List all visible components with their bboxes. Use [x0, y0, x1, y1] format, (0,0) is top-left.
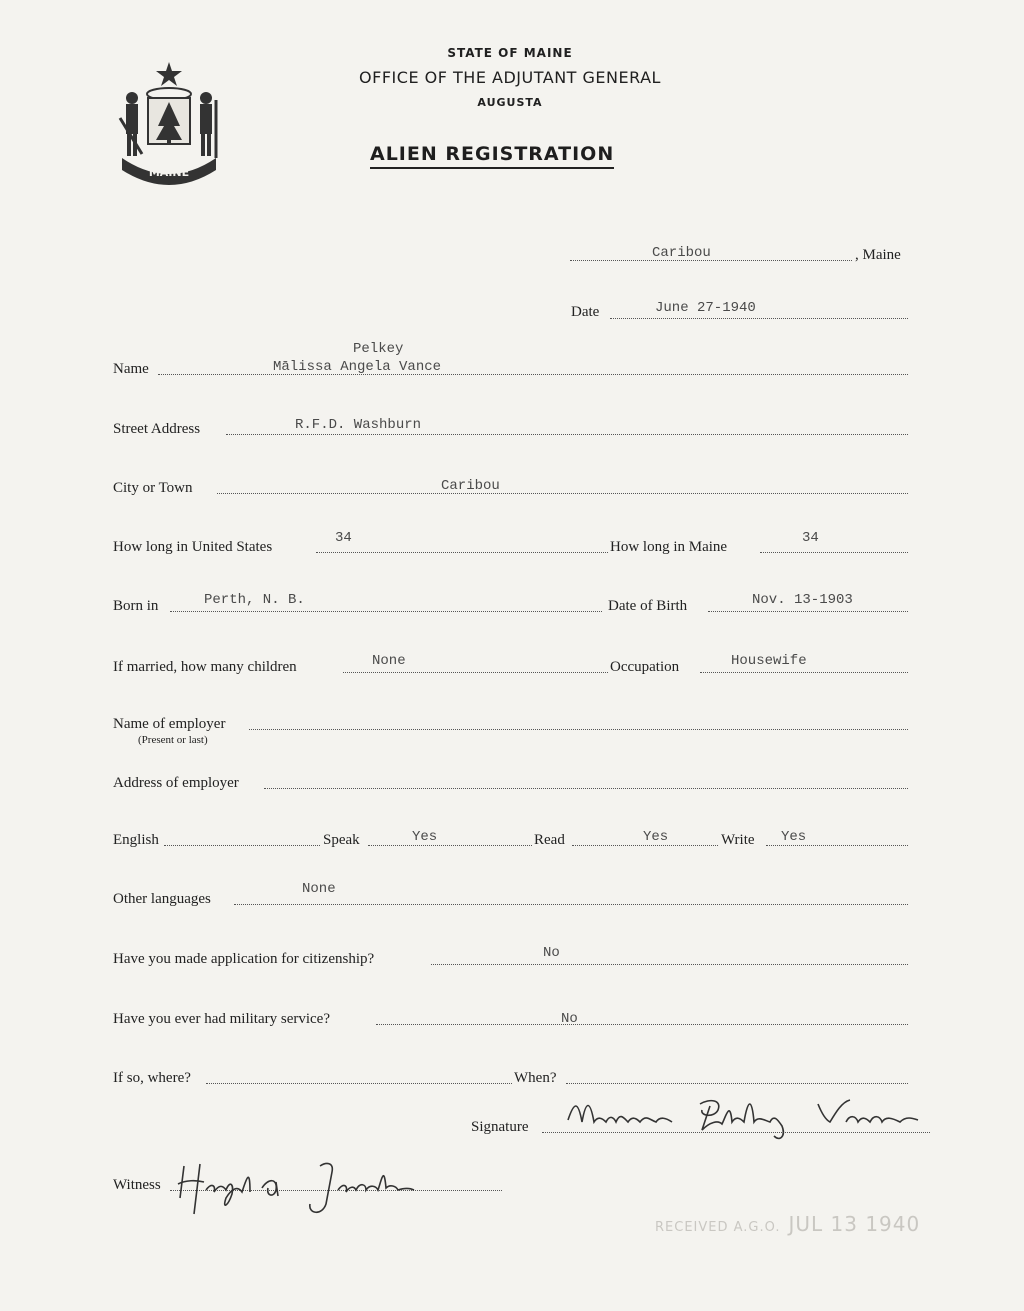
- city-line: [217, 493, 908, 494]
- read-line: [572, 845, 718, 846]
- how-long-us-value[interactable]: 34: [335, 530, 352, 546]
- street-value[interactable]: R.F.D. Washburn: [295, 417, 422, 433]
- employer-line: [249, 729, 908, 730]
- military-value[interactable]: No: [561, 1011, 578, 1027]
- seal-lettering: [112, 58, 226, 186]
- born-in-value[interactable]: Perth, N. B.: [204, 592, 305, 608]
- date-label: Date: [571, 304, 600, 320]
- state-heading: STATE OF MAINE: [447, 46, 573, 60]
- city-label: City or Town: [113, 480, 193, 496]
- how-long-us-line: [316, 552, 608, 553]
- dob-value[interactable]: Nov. 13-1903: [752, 592, 853, 608]
- citizenship-line: [431, 964, 908, 965]
- employer-address-label: Address of employer: [113, 775, 239, 791]
- town-line: [570, 260, 852, 261]
- if-so-where-label: If so, where?: [113, 1070, 191, 1086]
- other-languages-value[interactable]: None: [302, 881, 336, 897]
- children-line: [343, 672, 608, 673]
- signature-handwriting[interactable]: [560, 1092, 935, 1144]
- citizenship-label: Have you made application for citizenship?: [113, 951, 375, 967]
- read-value[interactable]: Yes: [643, 829, 669, 845]
- children-label: If married, how many children: [113, 659, 297, 675]
- name-line: [158, 374, 908, 375]
- dob-line: [708, 611, 908, 612]
- city-value[interactable]: Caribou: [441, 478, 500, 494]
- witness-handwriting[interactable]: [170, 1158, 420, 1220]
- name-addition[interactable]: Pelkey: [353, 341, 404, 357]
- how-long-me-line: [760, 552, 908, 553]
- how-long-me-label: How long in Maine: [610, 539, 728, 555]
- read-label: Read: [534, 832, 565, 848]
- svg-text:MAINE: MAINE: [148, 166, 190, 179]
- received-stamp: [655, 1212, 920, 1236]
- how-long-me-value[interactable]: 34: [802, 530, 819, 546]
- speak-value[interactable]: Yes: [412, 829, 438, 845]
- street-line: [226, 434, 908, 435]
- citizenship-value[interactable]: No: [543, 945, 560, 961]
- witness-label: Witness: [113, 1177, 161, 1193]
- signature-label: Signature: [471, 1119, 529, 1135]
- born-in-label: Born in: [113, 598, 159, 614]
- office-heading: OFFICE OF THE ADJUTANT GENERAL: [359, 68, 661, 87]
- born-in-line: [170, 611, 602, 612]
- if-so-where-line: [206, 1083, 512, 1084]
- how-long-us-label: How long in United States: [113, 539, 273, 555]
- occupation-label: Occupation: [610, 659, 680, 675]
- military-line: [376, 1024, 908, 1025]
- name-label: Name: [113, 361, 149, 377]
- write-label: Write: [721, 832, 755, 848]
- other-languages-line: [234, 904, 908, 905]
- dob-label: Date of Birth: [608, 598, 688, 614]
- town-value[interactable]: Caribou: [652, 245, 711, 261]
- employer-sub-label: (Present or last): [138, 734, 208, 746]
- write-value[interactable]: Yes: [781, 829, 807, 845]
- when-label: When?: [514, 1070, 557, 1086]
- street-label: Street Address: [113, 421, 201, 437]
- city-heading: AUGUSTA: [477, 96, 543, 109]
- speak-label: Speak: [323, 832, 360, 848]
- employer-address-line: [264, 788, 908, 789]
- form-title: ALIEN REGISTRATION: [370, 143, 614, 169]
- other-languages-label: Other languages: [113, 891, 211, 907]
- received-stamp-date: JUL 13 1940: [788, 1212, 921, 1236]
- english-label: English: [113, 832, 159, 848]
- name-value[interactable]: Mālissa Angela Vance: [273, 359, 442, 375]
- write-line: [766, 845, 908, 846]
- occupation-value[interactable]: Housewife: [731, 653, 807, 669]
- military-label: Have you ever had military service?: [113, 1011, 330, 1027]
- employer-label: Name of employer: [113, 716, 226, 732]
- date-line: [610, 318, 908, 319]
- children-value[interactable]: None: [372, 653, 406, 669]
- speak-line: [368, 845, 532, 846]
- english-line: [164, 845, 320, 846]
- maine-label: , Maine: [855, 247, 901, 263]
- received-stamp-label: RECEIVED A.G.O.: [655, 1220, 781, 1235]
- date-value[interactable]: June 27-1940: [655, 300, 756, 316]
- occupation-line: [700, 672, 908, 673]
- when-line: [566, 1083, 908, 1084]
